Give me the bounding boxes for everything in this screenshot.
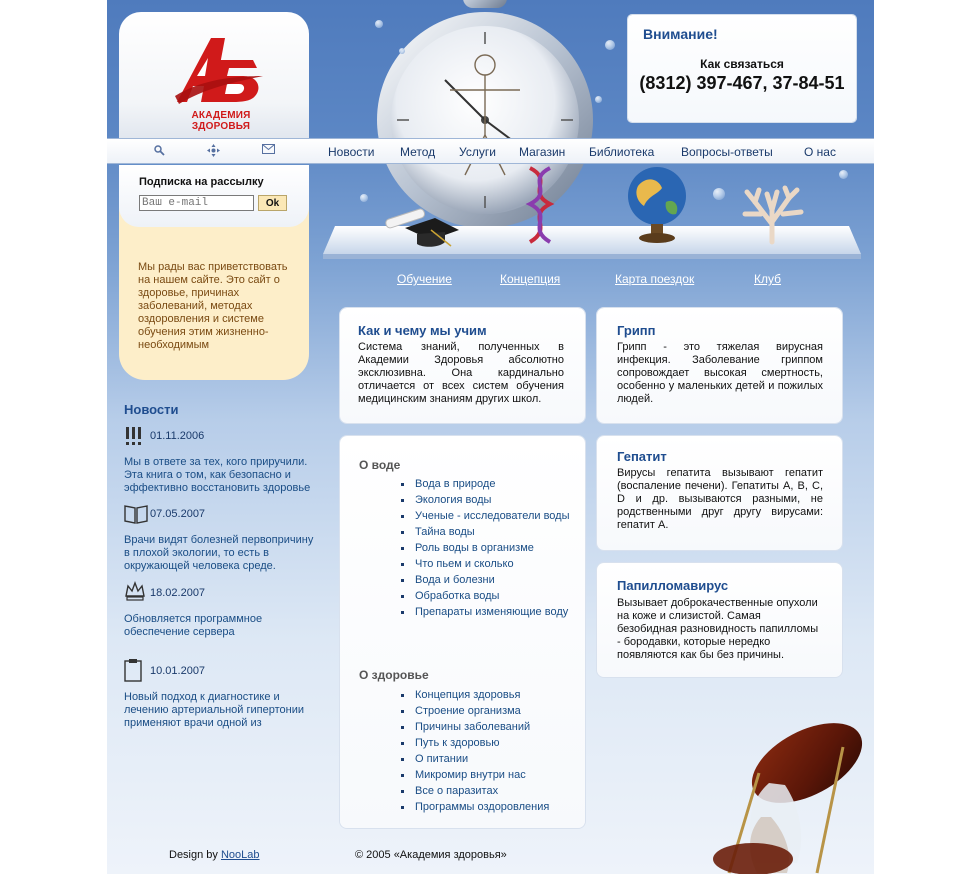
mail-icon[interactable] [261, 144, 275, 158]
link-trip-map[interactable]: Карта поездок [615, 272, 695, 286]
section-water-heading: О воде [359, 458, 401, 472]
water-topics-list [415, 478, 575, 622]
news-text[interactable]: Мы в ответе за тех, кого приручили. Эта книга о том, как безопасно и эффективно восстановить здоровье [124, 456, 311, 494]
news-date: 10.01.2007 [150, 665, 206, 677]
logo-card[interactable] [119, 12, 309, 142]
news-date: 18.02.2007 [150, 587, 206, 599]
nav-about[interactable]: О нас [804, 145, 836, 159]
list-item[interactable]: Все о паразитах [415, 785, 575, 798]
dna-icon [524, 166, 556, 244]
search-icon[interactable] [152, 144, 166, 158]
hourglass-illustration [667, 713, 874, 874]
subscribe-button[interactable]: Ok [258, 195, 287, 211]
crown-icon [124, 580, 146, 602]
news-title: Новости [124, 402, 179, 417]
list-item[interactable]: Что пьем и сколько [415, 558, 575, 571]
water-drop [375, 20, 383, 28]
logo-mark-icon [171, 30, 267, 110]
section-health-heading: О здоровье [359, 668, 429, 682]
contact-subtitle: Как связаться [700, 57, 784, 71]
subscription-form [119, 165, 309, 227]
email-input[interactable] [139, 195, 254, 211]
subscription-card [119, 165, 309, 380]
health-topics-list [415, 689, 575, 817]
welcome-text: Мы рады вас приветствовать на нашем сайте. Это сайт о здоровье, причинах заболеваний, методах оздоровления и системе обучения этим жизненно-необходимым [138, 261, 288, 351]
news-text[interactable]: Новый подход к диагностике и лечению артериальной гипертонии применяют врачи одной из [124, 691, 304, 729]
logo-text: АКАДЕМИЯ ЗДОРОВЬЯ [191, 110, 251, 132]
list-item[interactable]: Программы оздоровления [415, 801, 575, 814]
card-title[interactable]: Грипп [617, 323, 656, 338]
nav-method[interactable]: Метод [400, 145, 436, 159]
subscription-title: Подписка на рассылку [139, 176, 264, 188]
list-item[interactable]: Концепция здоровья [415, 689, 575, 702]
card-flu [597, 308, 842, 423]
water-drop [713, 188, 725, 200]
news-text[interactable]: Обновляется программное обеспечение сервера [124, 613, 263, 638]
list-item[interactable]: Роль воды в организме [415, 542, 575, 555]
contact-box [628, 15, 856, 122]
sitemap-icon[interactable] [206, 144, 220, 158]
list-item[interactable]: Обработка воды [415, 590, 575, 603]
card-text: Вирусы гепатита вызывают гепатит (воспаление печени). Гепатиты А, В, С, D и др. вызываются разными, не родственными друг другу вирусами: гепатит А. [617, 467, 823, 531]
news-date: 01.11.2006 [150, 430, 205, 442]
link-club[interactable]: Клуб [754, 272, 781, 286]
card-topics [340, 436, 585, 828]
list-item[interactable]: Вода и болезни [415, 574, 575, 587]
nav-news[interactable]: Новости [328, 145, 375, 159]
exclamation-icon [124, 426, 144, 446]
news-date: 07.05.2007 [150, 508, 206, 520]
water-drop [360, 194, 368, 202]
page [107, 0, 874, 874]
graduation-cap-icon [383, 206, 461, 250]
water-drop [399, 48, 405, 54]
nav-library[interactable]: Библиотека [589, 145, 655, 159]
water-drop [839, 170, 848, 179]
card-hepatitis [597, 436, 842, 550]
card-text: Система знаний, полученных в Академии Здоровья абсолютно эксклюзивна. Она кардинально отличается от всех систем обучения медицинским знаниям других школ. [358, 341, 564, 405]
link-training[interactable]: Обучение [397, 272, 452, 286]
list-item[interactable]: Ученые - исследователи воды [415, 510, 575, 523]
list-item[interactable]: Строение организма [415, 705, 575, 718]
list-item[interactable]: О питании [415, 753, 575, 766]
list-item[interactable]: Экология воды [415, 494, 575, 507]
pocket-watch-illustration [375, 0, 595, 240]
list-item[interactable]: Причины заболеваний [415, 721, 575, 734]
water-drop [595, 96, 602, 103]
list-item[interactable]: Путь к здоровью [415, 737, 575, 750]
contact-title: Внимание! [643, 26, 718, 42]
list-item[interactable]: Микромир внутри нас [415, 769, 575, 782]
card-text: Грипп - это тяжелая вирусная инфекция. Заболевание гриппом сопровождает высокая смертность, особенно у маленьких детей и пожилых людей. [617, 341, 823, 405]
list-item[interactable]: Вода в природе [415, 478, 575, 491]
card-text: Вызывает доброкачественные опухоли на коже и слизистой. Самая безобидная разновидность папилломы - бородавки, которые нередко появляются как бы без причины. [617, 597, 819, 661]
list-item[interactable]: Тайна воды [415, 526, 575, 539]
nav-services[interactable]: Услуги [459, 145, 496, 159]
clipboard-icon [124, 658, 142, 682]
footer-design [169, 849, 260, 861]
card-title[interactable]: Гепатит [617, 449, 667, 464]
globe-icon [624, 164, 690, 246]
main-navigation [107, 138, 874, 164]
water-drop [605, 40, 615, 50]
book-icon [124, 504, 148, 524]
card-title[interactable]: Как и чему мы учим [358, 323, 487, 338]
contact-phone: (8312) 397-467, 37-84-51 [639, 73, 845, 93]
card-how-we-teach [340, 308, 585, 423]
card-title[interactable]: Папилломавирус [617, 578, 729, 593]
designer-link[interactable]: NooLab [220, 849, 260, 861]
footer-design-prefix: Design by [169, 849, 218, 861]
link-concept[interactable]: Концепция [500, 272, 561, 286]
nav-faq[interactable]: Вопросы-ответы [681, 145, 773, 159]
coral-icon [737, 184, 807, 246]
footer-copyright: © 2005 «Академия здоровья» [355, 849, 507, 861]
list-item[interactable]: Препараты изменяющие воду [415, 606, 575, 619]
nav-shop[interactable]: Магазин [519, 145, 566, 159]
card-papillomavirus [597, 563, 842, 677]
news-text[interactable]: Врачи видят болезней первопричину в плохой экологии, то есть в окружающей человека среде. [124, 534, 314, 572]
